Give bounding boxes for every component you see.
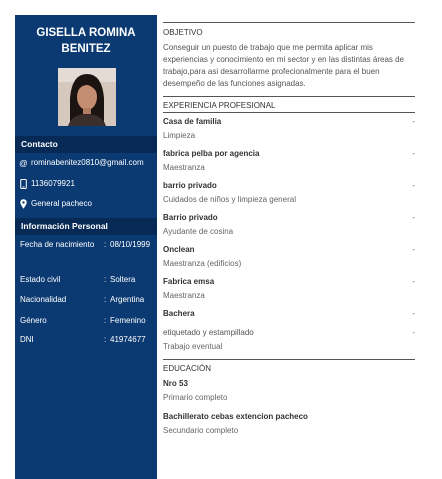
experience-item-subtitle: Ayudante de cosina [163,227,234,236]
divider [163,22,415,23]
divider [163,96,415,97]
experience-item-dash: - [412,245,415,254]
email-text: rominabenitez0810@gmail.com [31,158,144,167]
divider [163,359,415,360]
experience-item-title: etiquetado y estampillado [163,328,254,337]
experience-item-title: Fabrica emsa [163,277,215,286]
experience-item-subtitle: Maestranza (edificios) [163,259,242,268]
phone-text: 1136079921 [31,179,75,188]
info-label: Estado civil [20,275,61,284]
experience-item-subtitle: Cuidados de niños y limpieza general [163,195,296,204]
education-item-subtitle: Primario completo [163,393,228,402]
experience-item-dash: - [412,181,415,190]
experience-item-dash: - [412,277,415,286]
experience-item-title: barrio privado [163,181,217,190]
name-line-1: GISELLA ROMINA [36,27,136,39]
experience-item-title: Casa de familia [163,117,222,126]
name-line-2: BENITEZ [61,43,111,55]
at-icon: @ [19,158,28,168]
info-value: 08/10/1999 [110,240,151,249]
objective-text: Conseguir un puesto de trabajo que me permita aplicar mis experiencias y conocimiento en mi sector y en las distintas áreas de trabajo,para asi desarrollarme profecionalmente para el buen desempeño de las funciones asignadas. [163,43,405,88]
experience-item-subtitle: Trabajo eventual [163,342,223,351]
candidate-name [15,25,157,57]
experience-item-dash: - [412,149,415,158]
objective-title: OBJETIVO [163,28,203,37]
info-value: Femenino [110,316,146,325]
experience-item-dash: - [412,213,415,222]
experience-title: EXPERIENCIA PROFESIONAL [163,101,276,110]
sidebar: GISELLA ROMINA BENITEZ Contacto @ rominabenitez0810@gmail.com 1136079921 General pacheco Información Personal Fecha de nacimiento : 08/10/1999 Estado civil : Soltera Nacionalidad : Argentina Género : Femenino DNI : 41974677 [15,15,157,479]
experience-item-dash: - [412,117,415,126]
experience-item-title: Barrio privado [163,213,218,222]
info-value: 41974677 [110,335,146,344]
location-pin-icon [19,199,28,209]
info-value: Argentina [110,295,145,304]
contact-location [19,198,92,210]
location-text: General pacheco [31,199,92,208]
education-item-title: Nro 53 [163,379,188,388]
experience-item-subtitle: Maestranza [163,163,205,172]
contact-phone [19,178,75,190]
info-label: Nacionalidad [20,295,67,304]
experience-item-title: fabrica pelba por agencia [163,149,260,158]
info-label: Género [20,316,47,325]
profile-photo-image [58,68,116,126]
phone-icon [19,179,28,189]
info-value: Soltera [110,275,136,284]
personal-info-heading: Información Personal [15,218,157,235]
info-label: DNI [20,335,34,344]
info-label: Fecha de nacimiento [20,240,95,249]
education-item-subtitle: Secundario completo [163,426,239,435]
experience-item-dash: - [412,309,415,318]
experience-item-title: Bachera [163,309,195,318]
education-title: EDUCACIÓN [163,364,212,373]
profile-photo [58,68,116,126]
contact-heading: Contacto [15,136,157,153]
education-item-title: Bachillerato cebas extencion pacheco [163,412,308,421]
experience-item-dash: - [412,328,415,337]
experience-item-title: Onclean [163,245,195,254]
divider [163,112,415,113]
experience-item-subtitle: Maestranza [163,291,205,300]
contact-email [19,157,144,169]
experience-item-subtitle: Limpieza [163,131,196,140]
